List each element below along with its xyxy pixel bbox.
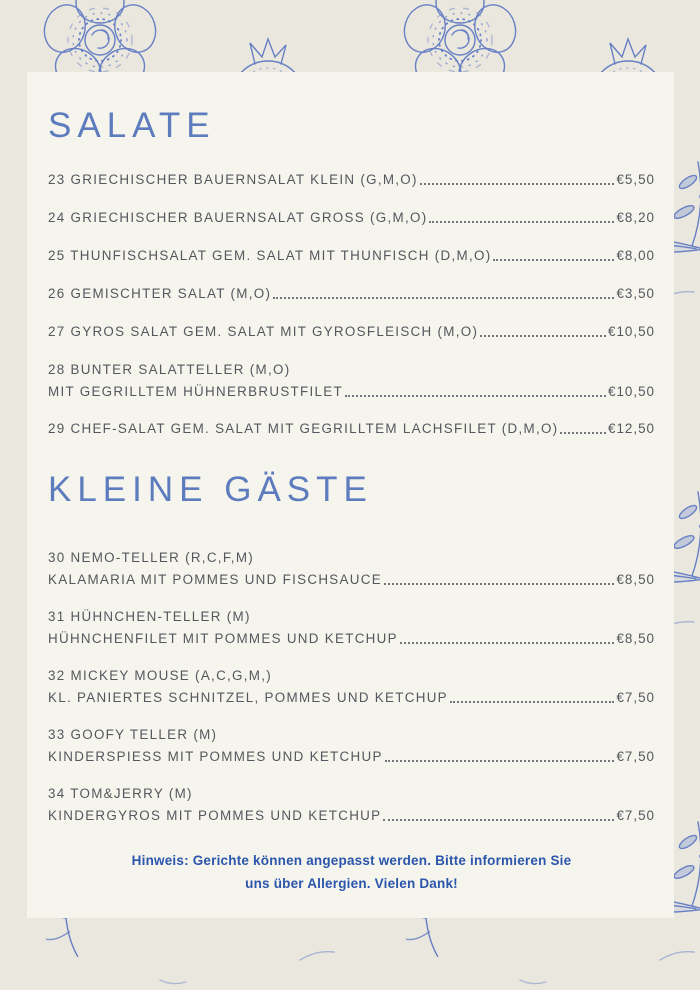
item-price: €5,50	[616, 172, 655, 187]
menu-item-29	[48, 422, 655, 436]
dotted-leader	[560, 432, 606, 434]
item-price: €8,20	[616, 210, 655, 225]
menu-item-30	[48, 551, 655, 587]
item-name: 25 THUNFISCHSALAT GEM. SALAT MIT THUNFISCH (D,M,O)	[48, 248, 492, 263]
item-name: 23 GRIECHISCHER BAUERNSALAT KLEIN (G,M,O)	[48, 172, 418, 187]
item-price: €3,50	[616, 286, 655, 301]
menu-item-28	[48, 363, 655, 399]
item-description: KALAMARIA MIT POMMES UND FISCHSAUCE	[48, 572, 382, 587]
menu-panel	[27, 72, 674, 918]
item-name: 33 GOOFY TELLER (M)	[48, 727, 218, 742]
menu-item-27	[48, 325, 655, 339]
menu-item-32	[48, 669, 655, 705]
dotted-leader	[480, 335, 606, 337]
item-name: 31 HÜHNCHEN-TELLER (M)	[48, 609, 251, 624]
menu-item-34	[48, 787, 655, 823]
allergy-notice-line1: Hinweis: Gerichte können angepasst werden. Bitte informieren Sie	[131, 853, 572, 868]
item-price: €10,50	[608, 324, 655, 339]
dotted-leader	[345, 395, 606, 397]
dotted-leader	[420, 183, 615, 185]
menu-item-33	[48, 728, 655, 764]
dotted-leader	[383, 819, 614, 821]
item-name: 26 GEMISCHTER SALAT (M,O)	[48, 286, 272, 301]
dotted-leader	[384, 583, 615, 585]
dotted-leader	[273, 297, 614, 299]
item-name: 30 NEMO-TELLER (R,C,F,M)	[48, 550, 255, 565]
dotted-leader	[450, 701, 615, 703]
item-description: MIT GEGRILLTEM HÜHNERBRUSTFILET	[48, 384, 343, 399]
item-description: KINDERSPIESS MIT POMMES UND KETCHUP	[48, 749, 383, 764]
section-title-salate: SALATE	[48, 106, 216, 145]
menu-item-23	[48, 173, 655, 187]
item-price: €8,50	[616, 631, 655, 646]
item-name: 34 TOM&JERRY (M)	[48, 786, 193, 801]
item-price: €8,50	[616, 572, 655, 587]
menu-item-26	[48, 287, 655, 301]
salate-items	[48, 173, 655, 436]
dotted-leader	[493, 259, 614, 261]
dotted-leader	[400, 642, 615, 644]
item-price: €7,50	[616, 808, 655, 823]
menu-item-25	[48, 249, 655, 263]
allergy-notice	[48, 849, 655, 895]
item-name: 24 GRIECHISCHER BAUERNSALAT GROSS (G,M,O)	[48, 210, 428, 225]
item-name: 28 BUNTER SALATTELLER (M,O)	[48, 362, 291, 377]
item-price: €10,50	[608, 384, 655, 399]
dotted-leader	[429, 221, 614, 223]
item-price: €7,50	[616, 749, 655, 764]
dotted-leader	[385, 760, 615, 762]
item-name: 29 CHEF-SALAT GEM. SALAT MIT GEGRILLTEM LACHSFILET (D,M,O)	[48, 421, 559, 436]
item-description: HÜHNCHENFILET MIT POMMES UND KETCHUP	[48, 631, 398, 646]
item-description: KINDERGYROS MIT POMMES UND KETCHUP	[48, 808, 382, 823]
section-title-kleine-gaeste: KLEINE GÄSTE	[48, 470, 373, 509]
item-price: €8,00	[616, 248, 655, 263]
item-price: €7,50	[616, 690, 655, 705]
item-price: €12,50	[608, 421, 655, 436]
allergy-notice-line2: uns über Allergien. Vielen Dank!	[245, 876, 458, 891]
item-name: 32 MICKEY MOUSE (A,C,G,M,)	[48, 668, 273, 683]
menu-item-31	[48, 610, 655, 646]
menu-item-24	[48, 211, 655, 225]
item-description: KL. PANIERTES SCHNITZEL, POMMES UND KETCHUP	[48, 690, 448, 705]
kleine-gaeste-items	[48, 551, 655, 823]
item-name: 27 GYROS SALAT GEM. SALAT MIT GYROSFLEISCH (M,O)	[48, 324, 479, 339]
